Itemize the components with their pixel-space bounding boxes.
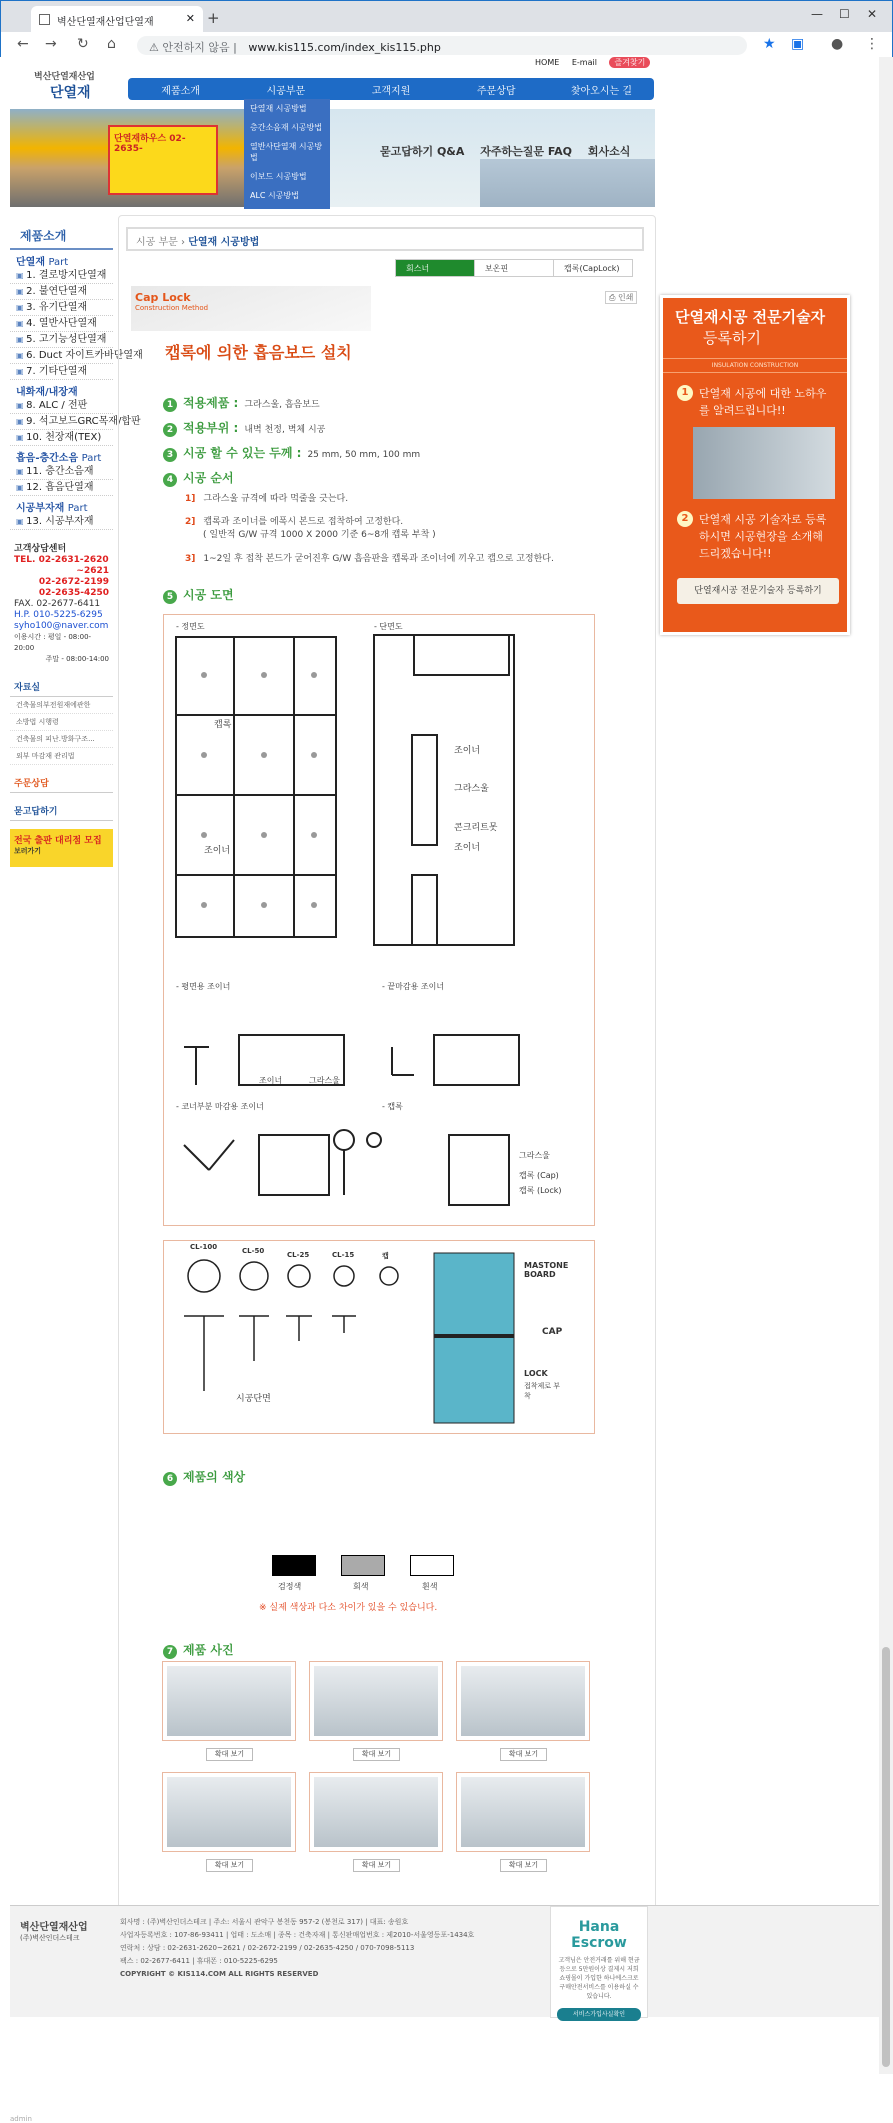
banner-tag: INSULATION CONSTRUCTION (663, 358, 847, 373)
maximize-icon[interactable]: ☐ (839, 7, 850, 21)
banner-image (693, 427, 835, 499)
favorite-icon[interactable]: ★ (763, 36, 776, 52)
library-item[interactable]: 건축물의 피난.방화구조... (10, 731, 113, 748)
info-row: 2 적용부위 : 내벽 천정, 벽체 시공 (163, 419, 325, 437)
info-row: 1 적용제품 : 그라스울, 흡음보드 (163, 394, 320, 412)
info-label: 시공 순서 (183, 471, 234, 485)
submenu (244, 99, 330, 219)
construction-drawing (163, 614, 595, 1226)
footer-copyright: COPYRIGHT © KIS114.COM ALL RIGHTS RESERVED (120, 1970, 319, 1978)
info-row: 4 시공 순서 (163, 469, 240, 487)
tab-pin[interactable]: 보온핀 (474, 259, 554, 277)
step-note: ( 일반적 G/W 규격 1000 X 2000 기준 6~8개 캡록 부착 ) (203, 530, 436, 540)
glasswool-label: 그라스울 (454, 784, 489, 794)
joiner-label: 조이너 (259, 1076, 283, 1085)
technician-banner[interactable] (660, 295, 850, 635)
footer-line: 회사명 : (주)벽산인더스테크 | 주소: 서울시 관악구 봉천동 957-2 (봉천로 317) | 대표: 송원호 (120, 1918, 409, 1926)
step-text: 캡록과 조이너를 에폭시 본드로 접착하여 고정한다. (203, 517, 404, 527)
promo-sub: 보러가기 (14, 847, 42, 855)
cap-lock-label: 캡록 (Lock) (519, 1186, 562, 1195)
mobile: H.P. 010-5225-6295 (14, 610, 103, 620)
cap-label: CAP (542, 1327, 563, 1337)
window-close-icon[interactable]: ✕ (867, 7, 878, 21)
crumb-current: 단열재 시공방법 (188, 237, 260, 248)
submenu-item[interactable]: 층간소음재 시공방법 (250, 123, 323, 132)
email[interactable]: syho100@naver.com (14, 621, 109, 631)
spec-label: 캡 (382, 1252, 389, 1260)
close-icon[interactable]: ✕ (185, 12, 195, 25)
info-label: 적용부위 : (183, 421, 239, 435)
register-button[interactable]: 단열재시공 전문기술자 등록하기 (677, 578, 839, 604)
info-value: 내벽 천정, 벽체 시공 (244, 425, 326, 435)
joiner-label: 조이너 (204, 846, 231, 856)
sidebar-item[interactable]: ▣ 11. 층간소음재 (10, 464, 113, 480)
address-bar (1, 32, 892, 58)
footer-line: 연락처 : 상담 : 02-2631-2620~2621 / 02-2672-2199 / 02-2635-4250 / 070-7098-5113 (120, 1944, 415, 1952)
site-logo[interactable] (18, 69, 108, 109)
back-icon[interactable]: ← (17, 36, 29, 52)
point-text: 단열재 시공에 대한 노하우를 알려드립니다!! (699, 387, 827, 417)
submenu-item[interactable]: 열반사단열재 시공방법 (250, 142, 323, 162)
scrollbar[interactable] (879, 57, 893, 2074)
left-sidebar (10, 223, 143, 867)
hours: 주말 - 08:00-14:00 (45, 655, 109, 663)
banner-subtitle: 등록하기 (703, 329, 761, 347)
library-link[interactable]: 자료실 (10, 677, 113, 697)
info-value: 그라스울, 흡음보드 (244, 400, 320, 410)
info-row: 3 시공 할 수 있는 두께 : 25 mm, 50 mm, 100 mm (163, 444, 420, 462)
banner-point: 2 단열재 시공 기술자로 등록하시면 시공현장을 소개해 드리겠습니다!! (663, 511, 847, 562)
step-text: 그라스울 규격에 따라 먹줄을 긋는다. (203, 494, 349, 504)
menu-location[interactable]: 찾아오시는 길 (570, 86, 632, 97)
footer-logo-name: 벽산단열재산업 (20, 1922, 88, 1933)
menu-order[interactable]: 주문상담 (476, 86, 516, 97)
step: 1] 그라스울 규격에 따라 먹줄을 긋는다. (185, 494, 349, 504)
end-joiner-label: - 끝마감용 조이너 (382, 982, 445, 991)
footer-logo-sub: (주)벽산인더스테크 (20, 1934, 80, 1942)
spec-label: CL-100 (190, 1243, 218, 1251)
submenu-item[interactable]: 단열재 시공방법 (250, 104, 307, 113)
banner-point: 1 단열재 시공에 대한 노하우를 알려드립니다!! (663, 385, 847, 419)
menu-products[interactable]: 제품소개 (161, 86, 200, 97)
hours: 이용시간 : 평일 - 08:00-20:00 (14, 633, 92, 652)
forward-icon[interactable]: → (45, 36, 57, 52)
product-photo[interactable] (309, 1661, 443, 1741)
main-menu (128, 78, 654, 100)
category-name: 단열재 (16, 257, 45, 268)
point-text: 단열재 시공 기술자로 등록하시면 시공현장을 소개해 드리겠습니다!! (699, 513, 827, 560)
faq-link[interactable]: 자주하는질문 FAQ (480, 145, 572, 158)
product-spec-drawing (163, 1240, 595, 1434)
product-photo[interactable] (456, 1772, 590, 1852)
escrow-logo: Hana Escrow (571, 1919, 627, 1951)
browser-chrome (0, 0, 893, 57)
joiner-label: 조이너 (454, 843, 481, 853)
library-item[interactable]: 소방법 시행령 (10, 714, 113, 731)
spec-label: CL-25 (287, 1251, 310, 1259)
joiner-label: 조이너 (454, 746, 481, 756)
security-warning: 안전하지 않음 (162, 41, 230, 54)
product-photo[interactable] (162, 1772, 296, 1852)
submenu-item[interactable]: ALC 시공방법 (250, 191, 299, 200)
page-title: 캡록에 의한 흡음보드 설치 (165, 343, 352, 362)
sidebar-item[interactable]: ▣ 8. ALC / 전판 (10, 398, 113, 414)
home-icon[interactable]: ⌂ (107, 36, 116, 52)
step-text: 1~2일 후 접착 본드가 굳어진후 G/W 흡음판을 캡록과 조이너에 끼우고 캡으로 고정한다. (203, 554, 554, 564)
reload-icon[interactable]: ↻ (77, 36, 89, 52)
info-label: 시공 도면 (183, 588, 234, 602)
tel: 02-2635-4250 (38, 588, 109, 598)
top-banner (10, 109, 655, 207)
section-label: 시공단면 (236, 1394, 271, 1404)
color-label: 흰색 (422, 1582, 438, 1591)
scrollbar-thumb[interactable] (882, 1647, 890, 2067)
footer-line: 사업자등록번호 : 107-86-93411 | 업태 : 도소매 | 종목 : 건축자재 | 통신판매업번호 : 제2010-서울영등포-1434호 (120, 1931, 475, 1939)
submenu-item[interactable]: 이보드 시공방법 (250, 172, 307, 181)
tab-title: 벽산단열재산업단열재 (57, 17, 154, 28)
section-view-label: - 단면도 (374, 622, 403, 631)
tab-caplock[interactable]: 캡록(CapLock) (553, 259, 633, 277)
escrow-box (550, 1906, 648, 2018)
extension-icon[interactable]: ▣ (791, 36, 805, 52)
library-item[interactable]: 외부 마감재 관리법 (10, 748, 113, 765)
spec-label: CL-50 (242, 1247, 265, 1255)
tel: TEL. 02-2631-2620 (14, 555, 109, 565)
sidebar-item[interactable]: ▣ 2. 불연단열재 (10, 284, 113, 300)
print-label: 인쇄 (617, 293, 634, 302)
category-heading: 내화재/내장재 (16, 387, 78, 398)
step: 3] 1~2일 후 접착 본드가 굳어진후 G/W 흡음판을 캡록과 조이너에 끼우고 캡으로 고정한다. (185, 554, 554, 564)
contact-box (10, 540, 113, 669)
center-title: 고객상담센터 (14, 544, 67, 554)
library-item[interactable]: 건축물의부전원재에관한 (10, 697, 113, 714)
banner-title: 단열재시공 전문기술자 (675, 308, 826, 326)
sidebar-item[interactable]: ▣ 9. 석고보드GRC목재/합판 (10, 414, 113, 430)
fax: FAX. 02-2677-6411 (14, 599, 101, 609)
minimize-icon[interactable]: — (811, 7, 823, 21)
section-band (131, 286, 371, 331)
glasswool-label: 그라스울 (309, 1076, 340, 1085)
category-part: Part (81, 453, 102, 464)
new-tab-icon[interactable]: + (207, 9, 220, 27)
info-label: 제품 사진 (183, 1643, 234, 1657)
color-swatch-white (410, 1555, 454, 1576)
info-label: 제품의 색상 (183, 1470, 246, 1484)
logo-company: 벽산단열재산업 (34, 72, 95, 82)
lock-desc: 접착제로 부착 (524, 1382, 561, 1400)
promo-banner[interactable] (10, 829, 113, 867)
info-label: 적용제품 : (183, 396, 239, 410)
footer (10, 1905, 879, 2017)
flat-joiner-label: - 평면용 조이너 (176, 982, 231, 991)
profile-icon[interactable]: ● (831, 36, 844, 52)
cap-title: Cap Lock (135, 291, 191, 304)
product-photo[interactable] (456, 1661, 590, 1741)
banner-links (380, 143, 642, 159)
concrete-label: 콘크리트못 (454, 823, 498, 833)
url-text: www.kis115.com/index_kis115.php (248, 41, 441, 54)
sidebar-item[interactable]: ▣ 6. Duct 자이트카바단열재 (10, 348, 113, 364)
category-heading (10, 449, 113, 464)
zoom-button[interactable]: 확대 보기 (500, 1748, 547, 1761)
sidebar-item[interactable]: ▣ 1. 결로방지단열재 (10, 268, 113, 284)
lock-label: LOCK (524, 1369, 548, 1378)
product-photo[interactable] (309, 1772, 443, 1852)
category-heading (10, 253, 113, 268)
qna-link[interactable]: 묻고답하기 (10, 801, 113, 821)
category-name: 시공부자재 (16, 503, 65, 514)
breadcrumb: 시공 부문 › 단열재 시공방법 (126, 227, 644, 251)
admin-link[interactable]: admin (10, 2115, 32, 2123)
color-label: 검정색 (278, 1582, 302, 1591)
sidebar-item[interactable]: ▣ 5. 고기능성단열재 (10, 332, 113, 348)
zoom-button[interactable]: 확대 보기 (353, 1859, 400, 1872)
zoom-button[interactable]: 확대 보기 (500, 1859, 547, 1872)
sidebar-item[interactable]: ▣ 4. 열반사단열재 (10, 316, 113, 332)
cap-label: - 캡록 (382, 1102, 403, 1111)
caplock-label: 캡록 (214, 720, 232, 730)
footer-line: 팩스 : 02-2677-6411 | 휴대폰 : 010-5225-6295 (120, 1957, 278, 1965)
promo-text: 전국 출판 대리점 모집 (14, 836, 102, 846)
footer-logo (20, 1918, 88, 1943)
news-link[interactable]: 회사소식 (587, 145, 631, 158)
category-part: Part (67, 503, 88, 514)
menu-construction[interactable]: 시공부문 (266, 86, 306, 97)
drawing-svg (164, 615, 594, 1225)
info-row: 7 제품 사진 (163, 1641, 240, 1659)
store-sign: 단열재하우스 02-2635- (108, 125, 218, 195)
tel: ~2621 (76, 566, 109, 576)
sidebar-item[interactable]: ▣ 10. 천장재(TEX) (10, 430, 113, 446)
tel: 02-2672-2199 (38, 577, 109, 587)
mastone-label: MASTONE BOARD (524, 1261, 569, 1279)
favorite-button[interactable]: 즐겨찾기 (609, 57, 650, 68)
info-row: 6 제품의 색상 (163, 1468, 251, 1486)
city-image (480, 159, 655, 207)
sidebar-item[interactable]: ▣ 12. 흡음단열재 (10, 480, 113, 496)
sidebar-title: 제품소개 (10, 223, 113, 250)
store-photo (10, 109, 245, 207)
escrow-button[interactable]: 서비스가입사실확인 (557, 2008, 641, 2021)
front-view-label: - 정면도 (176, 622, 205, 631)
cap-sub: Construction Method (135, 304, 209, 312)
page-icon (39, 14, 50, 25)
footer-info (120, 1916, 474, 1981)
corner-joiner-label: - 코너부분 마감용 조이너 (176, 1102, 264, 1111)
zoom-button[interactable]: 확대 보기 (206, 1859, 253, 1872)
page (0, 57, 879, 2123)
glasswool-label: 그라스울 (519, 1151, 550, 1160)
tab-fastener[interactable]: 회스너 (395, 259, 475, 277)
color-label: 회색 (353, 1582, 369, 1591)
menu-icon[interactable]: ⋮ (865, 36, 879, 52)
sidebar-item[interactable]: ▣ 7. 기타단열재 (10, 364, 113, 380)
product-tabs (396, 259, 633, 277)
home-link[interactable]: HOME (535, 58, 560, 67)
top-links (535, 57, 660, 68)
category-heading (10, 499, 113, 514)
logo-brand: 단열재 (50, 85, 91, 101)
sidebar-item[interactable]: ▣ 3. 유기단열재 (10, 300, 113, 316)
info-label: 시공 할 수 있는 두께 : (183, 446, 302, 460)
info-row: 5 시공 도면 (163, 586, 240, 604)
main-content (118, 215, 656, 1935)
url-field[interactable]: ⚠ 안전하지 않음 | www.kis115.com/index_kis115.php (137, 36, 747, 55)
browser-tab[interactable] (31, 6, 203, 33)
crumb-parent[interactable]: 시공 부문 (136, 237, 178, 248)
order-link[interactable]: 주문상담 (10, 773, 113, 793)
spec-label: CL-15 (332, 1251, 355, 1259)
color-swatch-gray (341, 1555, 385, 1576)
qna-link[interactable]: 묻고답하기 Q&A (380, 145, 465, 158)
product-photo[interactable] (162, 1661, 296, 1741)
category-part: Part (48, 257, 69, 268)
zoom-button[interactable]: 확대 보기 (206, 1748, 253, 1761)
menu-support[interactable]: 고객지원 (371, 86, 411, 97)
category-name: 흡음-층간소음 (16, 453, 79, 464)
color-note: ※ 실제 색상과 다소 차이가 있을 수 있습니다. (259, 1603, 438, 1613)
submenu-item[interactable]: 천정재 시공방법 (250, 210, 307, 219)
sidebar-item[interactable]: ▣ 13. 시공부자재 (10, 514, 113, 530)
info-value: 25 mm, 50 mm, 100 mm (307, 450, 421, 460)
cap-csp-label: 캡록 (Cap) (519, 1171, 559, 1180)
zoom-button[interactable]: 확대 보기 (353, 1748, 400, 1761)
print-button[interactable]: ⎙ 인쇄 (605, 291, 637, 304)
color-swatch-black (272, 1555, 316, 1576)
step: 2] 캡록과 조이너를 에폭시 본드로 접착하여 고정한다. (185, 517, 404, 527)
escrow-text: 고객님은 안전거래를 위해 현금등으로 5만원이상 결제시 저희 쇼핑몰이 가입한 하나에스크로 구매안전서비스를 이용하실 수 있습니다. (558, 1957, 640, 2000)
email-link[interactable]: E-mail (571, 58, 597, 67)
